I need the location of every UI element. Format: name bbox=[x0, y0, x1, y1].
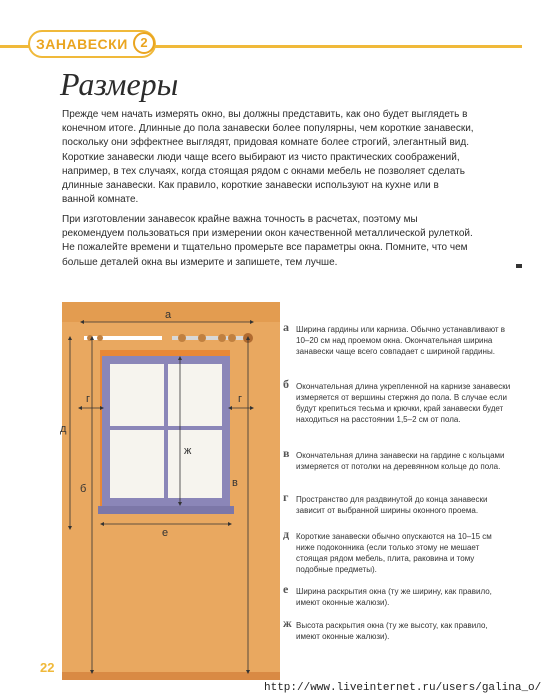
legend-text: Короткие занавески обычно опускаются на 10–15 см ниже подоконника (если только этому не мешает стоящая рядом мебель, плита, раковина и тому подобные предметы). bbox=[296, 532, 492, 574]
legend-letter: б bbox=[283, 377, 289, 391]
edge-mark bbox=[516, 264, 522, 268]
page-number: 22 bbox=[40, 660, 55, 675]
legend-text: Окончательная длина занавески на гардине с кольцами измеряется от потолки на деревянном кольце до пола. bbox=[296, 451, 505, 471]
label-a: а bbox=[165, 309, 172, 321]
label-b: б bbox=[80, 483, 87, 495]
label-zh: ж bbox=[184, 445, 192, 457]
legend-letter: в bbox=[283, 446, 290, 460]
chapter-title: ЗАНАВЕСКИ bbox=[36, 36, 128, 52]
label-g-left: г bbox=[86, 393, 91, 405]
legend-text: Высота раскрытия окна (ту же высоту, как правило, имеют оконные жалюзи). bbox=[296, 621, 488, 641]
rod-ring bbox=[198, 334, 206, 342]
rod-ring bbox=[178, 334, 186, 342]
legend-letter: е bbox=[283, 582, 289, 596]
intro-paragraph: Прежде чем начать измерять окно, вы должны представить, как оно будет выглядеть в конечном итоге. Длинные до пола занавески более популярны, чем короткие занавески, поскольку они эффектнее выглядят, придовая комнате более строгий, элегантный вид. Короткие занавески люди чаще всего выбирают из чисто практических соображений, например, в тех случаях, когда стоящая рядом с окнами мебель не позволяет сделать длинные занавески. Как правило, короткие занавески используют на кухне или в ванной комнате. bbox=[62, 109, 474, 206]
chapter-number: 2 bbox=[133, 32, 155, 54]
label-e: е bbox=[162, 527, 169, 539]
chapter-header bbox=[0, 24, 522, 64]
legend-text: Окончательная длина укрепленной на карнизе занавески измеряется от вершины стержня до пола. В случае если будут крепиться тесьма и крючки, край занавески будет находиться на расстоянии 1,5–2 см от пола. bbox=[296, 382, 511, 424]
legend-letter: а bbox=[283, 320, 289, 334]
rod-ring bbox=[218, 334, 226, 342]
legend-letter: г bbox=[283, 490, 289, 504]
window-sill bbox=[98, 506, 234, 514]
legend-text: Ширина раскрытия окна (ту же ширину, как правило, имеют оконные жалюзи). bbox=[296, 587, 492, 607]
footer-url-link[interactable]: http://www.liveinternet.ru/users/galina_o/ bbox=[264, 682, 541, 694]
label-d: д bbox=[60, 423, 67, 435]
label-g-right: г bbox=[238, 393, 243, 405]
page-title: Размеры bbox=[60, 66, 179, 102]
window-measurement-diagram bbox=[62, 302, 280, 680]
rod-ring bbox=[97, 335, 103, 341]
legend-letter: д bbox=[283, 527, 290, 541]
rod-ring bbox=[228, 334, 236, 342]
floor-line bbox=[62, 672, 280, 680]
label-v: в bbox=[232, 477, 238, 489]
legend-text: Ширина гардины или карниза. Обычно устанавливают в 10–20 см над проемом окна. Окончательная ширина занавески чаще всего совпадает с шириной гардины. bbox=[296, 325, 506, 356]
legend-letter: ж bbox=[283, 616, 292, 630]
advice-paragraph: При изготовлении занавесок крайне важна точность в расчетах, поэтому мы рекомендуем пользоваться при измерении окон качественной металлической рулеткой. Не пожалейте времени и тщательно промерьте все параметры окна. Помните, что чем больше деталей окна вы измерите и запишете, тем лучше. bbox=[62, 214, 473, 268]
legend-text: Пространство для раздвинутой до конца занавески зависит от выбранной ширины оконного проема. bbox=[296, 495, 488, 515]
